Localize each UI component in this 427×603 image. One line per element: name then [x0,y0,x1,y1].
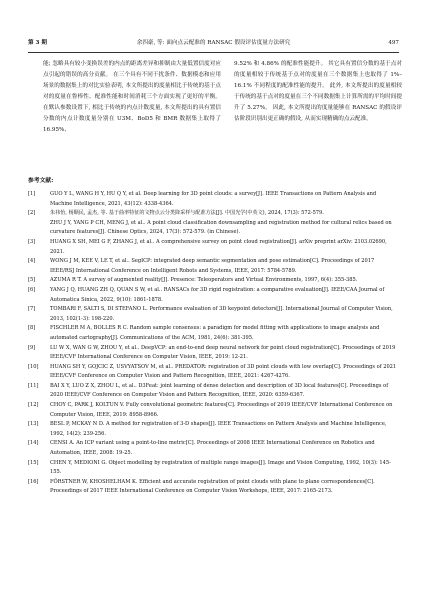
reference-text: CHEN Y, MEDIONI G. Object modelling by registration of multiple range images[J]. Image and Vision Computing, 1992, 10(3): 145-155. [50,459,391,476]
reference-text: HUANG X SH, MEI G F, ZHANG J, et al.. A comprehensive survey on point cloud registration[J]. arXiv preprint arXiv: 2103.02690, 2021. [50,238,387,255]
reference-list [28,190,399,497]
reference-number: [16] [28,478,39,485]
header-rule [28,52,399,53]
reference-text: LU W X, WAN G W, ZHOU Y, et al.. DeepVCP: an end-to-end deep neural network for point cloud registration[C]. Proceedings of 2019 IEEE/CVF International Conference on Computer Vision, IEEE, 2019: 12-21. [50,344,396,361]
reference-number [28,219,50,238]
reference-item [28,382,399,401]
reference-item [28,363,399,382]
reference-number: [4] [28,258,36,265]
reference-number: [7] [28,306,36,313]
reference-number: [1] [28,191,36,197]
references-heading: 参考文献: [28,178,54,184]
reference-text: 朱祎怡, 杨顺民, 孟杰, 等. 基于曲率特征的文物点云分类降采样与配准方法[J]. 中国光学(中英文), 2024, 17(3): 572-579. [50,210,324,217]
reference-text: CENSI A. An ICP variant using a point-to-line metric[C]. Proceedings of 2008 IEEE International Conference on Robotics and Automation, IEEE, 2008: 19-25. [50,440,375,457]
reference-item [28,478,399,497]
page-number: 497 [388,40,399,46]
reference-item [28,324,399,343]
reference-text: TOMBARI F, SALTI S, DI STEFANO L. Performance evaluation of 3D keypoint detectors[J]. International Journal of Computer Vision, 2013, 102(1-3): 198-220. [50,306,393,322]
reference-number: [14] [28,440,39,447]
reference-text: YANG J Q, HUANG ZH Q, QUAN S W, et al.. RANSACs for 3D rigid registration: a comparative evaluation[J]. IEEE/CAA Journal of Automatica Sinica, 2022, 9(10): 1861-1878. [50,286,385,303]
reference-item [28,420,399,439]
body-column-right [234,59,402,125]
body-column-left [43,59,221,136]
reference-number: [3] [28,238,36,245]
reference-item [28,209,399,219]
reference-text: HUANG SH Y, GOJCIC Z, USVYATSOV M, et al.. PREDATOR: registration of 3D point clouds with low overlap[C]. Proceedings of 2021 IEEE/CVF Conference on Computer Vision and Pattern Recognition, IEEE, 2021: 4267-4276. [50,363,397,380]
reference-text: WONG J M, KEE V, LE T, et al.. SegICP: integrated deep semantic segmentation and pose estimation[C]. Proceedings of 2017 IEEE/RSJ International Conference on Intelligent Robots and Systems, IEEE, 2017: 5784-5789. [50,258,375,274]
reference-text: BESL P, MCKAY N D. A method for registration of 3-D shapes[J]. IEEE Transactions on Pattern Analysis and Machine Intelligence, 1992, 14(2): 239-256. [50,421,387,437]
body-paragraph-right: 9.52% 和 4.86% 的配准性能提升。 其它具有置信分数的基于点对的度量相较于传统基于点对的度量在三个数据集上也取得了 1%–16.1% 不同程度的配准性能的提升。 此外, 本文所提出的度量相较于传统的基于点对的度量在三个不同数据集上计算所需的平均时间提升了 5.27%。 因此, 本文所提出的度量能够在 RANSAC 的假设评估阶段识别出更正确的假设, 从而实现精确的点云配准。 [234,61,402,122]
running-header [28,38,399,48]
reference-item [28,257,399,276]
reference-item [28,276,399,286]
reference-text: FÖRSTNER W, KHOSHELHAM K. Efficient and accurate registration of point clouds with plane to plane correspondences[C]. Proceedings of 2017 IEEE International Conference on Computer Vision Workshops, IEEE, 2017: 2165-2173. [50,478,375,495]
reference-item [28,459,399,478]
reference-item [28,439,399,458]
reference-item [28,401,399,420]
reference-number: [5] [28,277,36,284]
reference-text: BAI X Y, LUO Z X, ZHOU L, et al.. D3Feat: joint learning of dense detection and description of 3D local features[C]. Proceedings of 2020 IEEE/CVF Conference on Computer Vision and Pattern Recognition, IEEE, 2020: 6359-6367. [50,382,389,399]
reference-text: FISCHLER M A, BOLLES R C. Random sample consensus: a paradigm for model fitting with applications to image analysis and automated cartography[J]. Communications of the ACM, 1981, 24(6): 381-395. [50,325,380,341]
reference-item [28,305,399,324]
reference-number: [11] [28,382,39,389]
reference-text: ZHU J Y, YANG P CH, MENG J, et al.. A point cloud classification downsampling and registration method for cultural relics based on curvature features[J]. Chinese Optics, 2024, 17(3): 572-579. (in Chinese). [50,219,392,236]
reference-number: [10] [28,363,39,370]
reference-number: [12] [28,402,39,409]
reference-number: [13] [28,421,39,428]
reference-text: CHOY C, PARK J, KOLTUN V. Fully convolutional geometric features[C]. Proceedings of 2019 IEEE/CVF International Conference on Computer Vision, IEEE, 2019: 8958-8966. [50,402,393,418]
reference-number: [6] [28,286,36,293]
reference-number: [9] [28,344,36,351]
reference-item [28,286,399,305]
reference-number: [2] [28,210,36,217]
issue-number: 第 3 期 [28,40,47,46]
reference-number: [8] [28,325,36,332]
reference-item [28,190,399,209]
reference-text: GUO Y L, WANG H Y, HU Q Y, et al. Deep learning for 3D point clouds: a survey[J]. IEEE Transactions on Pattern Analysis and Machine Intelligence, 2021, 43(12): 4338-4364. [50,191,377,207]
reference-text: AZUMA R T. A survey of augmented reality[J]. Presence: Teleoperators and Virtual Environments, 1997, 6(4): 355-385. [50,277,358,284]
reference-item [28,238,399,257]
reference-item [28,344,399,363]
running-title: 余四豪, 等: 面向点云配准的 RANSAC 假设评估度量方法研究 [136,40,291,46]
body-paragraph-left: 能; 忽略具有较小变换误差的内点的距离差异和抑制由大量低置信度对应点引起的错误的高分贡献。 在三个具有不同干扰条件、数据模态和应用场景的数据集上的对比实验表明, 本文所提出的度量相比于传统的基于点对的度量在鲁棒性、配准性能和时间消耗三个方面实现了更好的平衡。 在默认参数设置下, 相比于传统的内点计数度量, 本文所提出的具有置信分数的内点计数度量分别在 U3M、BoD5 和 BMR 数据集上取得了 16.95%、 [43,61,221,133]
reference-item [28,219,399,238]
reference-number: [15] [28,459,39,466]
